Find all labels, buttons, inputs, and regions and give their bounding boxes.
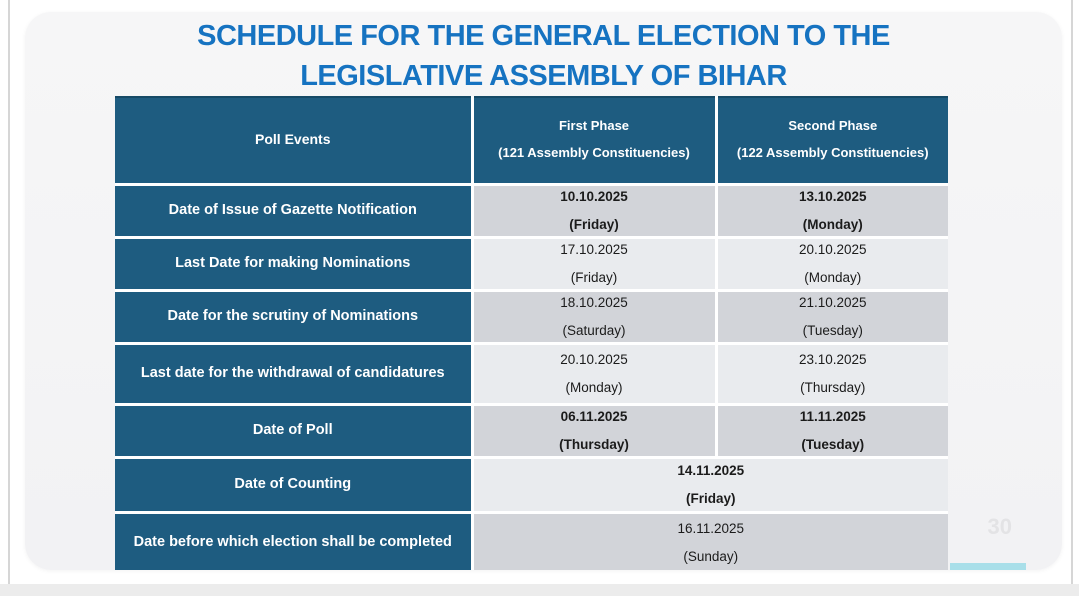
date-value: 17.10.2025: [560, 242, 628, 257]
progress-bar: [950, 563, 1026, 570]
day-value: (Tuesday): [801, 437, 865, 452]
second-phase-cell: [716, 343, 948, 404]
poll-event-label: Last date for the withdrawal of candidatures: [115, 343, 472, 404]
header-poll-events: Poll Events: [115, 96, 472, 184]
page-title-line2: LEGISLATIVE ASSEMBLY OF BIHAR: [300, 60, 787, 92]
slide-card: [25, 12, 1062, 570]
day-value: (Monday): [565, 380, 623, 395]
combined-phase-cell: [472, 457, 948, 512]
date-value: 21.10.2025: [798, 295, 867, 310]
first-phase-cell: [472, 290, 716, 343]
table-row-scrutiny-nominations: [115, 290, 948, 343]
table-row-making-nominations: [115, 237, 948, 290]
poll-event-label: Date before which election shall be completed: [115, 512, 472, 570]
table-row-withdrawal-candidatures: [115, 343, 948, 404]
date-value: 20.10.2025: [560, 352, 628, 367]
date-value: 10.10.2025: [560, 189, 628, 204]
second-phase-cell: [716, 237, 948, 290]
header-first-phase-title: First Phase: [558, 117, 630, 133]
poll-event-label: Date for the scrutiny of Nominations: [115, 290, 472, 343]
poll-event-label: Date of Poll: [115, 404, 472, 457]
header-first-phase-subtitle: (121 Assembly Constituencies): [498, 144, 690, 160]
day-value: (Friday): [569, 217, 619, 232]
table-row-date-of-counting: [115, 457, 948, 512]
page-title-line1: SCHEDULE FOR THE GENERAL ELECTION TO THE: [197, 20, 890, 52]
date-value: 16.11.2025: [677, 521, 745, 537]
first-phase-cell: [472, 184, 716, 237]
combined-phase-cell: [472, 512, 948, 570]
second-phase-cell: [716, 290, 948, 343]
second-phase-cell: [716, 404, 948, 457]
date-value: 18.10.2025: [560, 295, 628, 310]
header-second-phase: [716, 96, 948, 184]
second-phase-cell: [716, 184, 948, 237]
bottom-gray-strip: [0, 584, 1079, 596]
date-value: 20.10.2025: [798, 242, 867, 257]
poll-event-label: Last Date for making Nominations: [115, 237, 472, 290]
header-second-phase-title: Second Phase: [788, 117, 878, 133]
table-row-election-completed: [115, 512, 948, 570]
date-value: 13.10.2025: [798, 189, 867, 204]
page-left-border: [8, 0, 10, 596]
day-value: (Tuesday): [802, 323, 863, 338]
table-row-date-of-poll: [115, 404, 948, 457]
first-phase-cell: [472, 237, 716, 290]
date-value: 06.11.2025: [560, 409, 628, 424]
page-right-border: [1071, 0, 1073, 596]
poll-event-label: Date of Counting: [115, 457, 472, 512]
page-title: [25, 16, 1062, 96]
day-value: (Thursday): [559, 437, 629, 452]
table-header-row: [115, 96, 948, 184]
date-value: 23.10.2025: [798, 352, 867, 367]
date-value: 11.11.2025: [799, 409, 866, 424]
poll-event-label: Date of Issue of Gazette Notification: [115, 184, 472, 237]
day-value: (Sunday): [683, 549, 739, 565]
day-value: (Friday): [685, 491, 736, 506]
day-value: (Friday): [570, 270, 618, 285]
header-second-phase-subtitle: (122 Assembly Constituencies): [736, 144, 929, 160]
header-first-phase: [472, 96, 716, 184]
first-phase-cell: [472, 343, 716, 404]
day-value: (Saturday): [562, 323, 626, 338]
page-number: 30: [987, 514, 1012, 539]
first-phase-cell: [472, 404, 716, 457]
table-row-gazette-notification: [115, 184, 948, 237]
schedule-table: [115, 96, 948, 570]
date-value: 14.11.2025: [677, 463, 745, 478]
day-value: (Thursday): [800, 380, 866, 395]
day-value: (Monday): [804, 270, 862, 285]
day-value: (Monday): [802, 217, 863, 232]
